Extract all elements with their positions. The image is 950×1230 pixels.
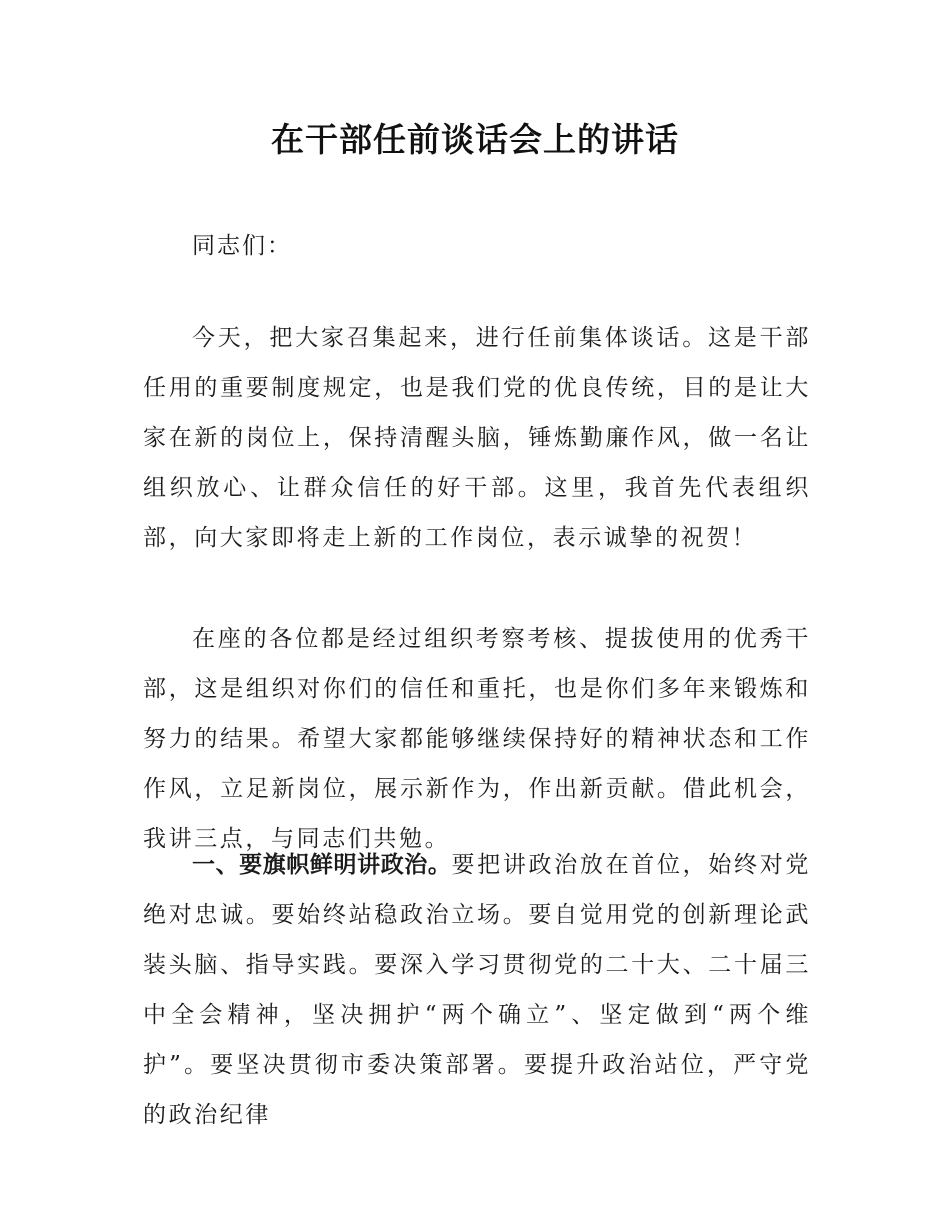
section-heading-1: 一、要旗帜鲜明讲政治。 bbox=[192, 852, 452, 878]
paragraph-2-text: 在座的各位都是经过组织考察考核、提拔使用的优秀干部，这是组织对你们的信任和重托，也是你们多年来锻炼和努力的结果。希望大家都能够继续保持好的精神状态和工作作风，立足新岗位，展示新作为，作出新贡献。借此机会，我讲三点，与同志们共勉。 bbox=[143, 626, 811, 852]
paragraph-2 bbox=[143, 614, 811, 864]
paragraph-3-text: 要把讲政治放在首位，始终对党绝对忠诚。要始终站稳政治立场。要自觉用党的创新理论武装头脑、指导实践。要深入学习贯彻党的二十大、二十届三中全会精神，坚决拥护“两个确立”、坚定做到“两个维护”。要坚决贯彻市委决策部署。要提升政治站位，严守党的政治纪律 bbox=[143, 852, 812, 1128]
salutation: 同志们： bbox=[192, 233, 292, 259]
document-title: 在干部任前谈话会上的讲话 bbox=[271, 120, 679, 159]
paragraph-1 bbox=[143, 313, 811, 563]
paragraph-1-text: 今天，把大家召集起来，进行任前集体谈话。这是干部任用的重要制度规定，也是我们党的优良传统，目的是让大家在新的岗位上，保持清醒头脑，锤炼勤廉作风，做一名让组织放心、让群众信任的好干部。这里，我首先代表组织部，向大家即将走上新的工作岗位，表示诚挚的祝贺！ bbox=[143, 325, 811, 551]
paragraph-3 bbox=[143, 840, 811, 1140]
